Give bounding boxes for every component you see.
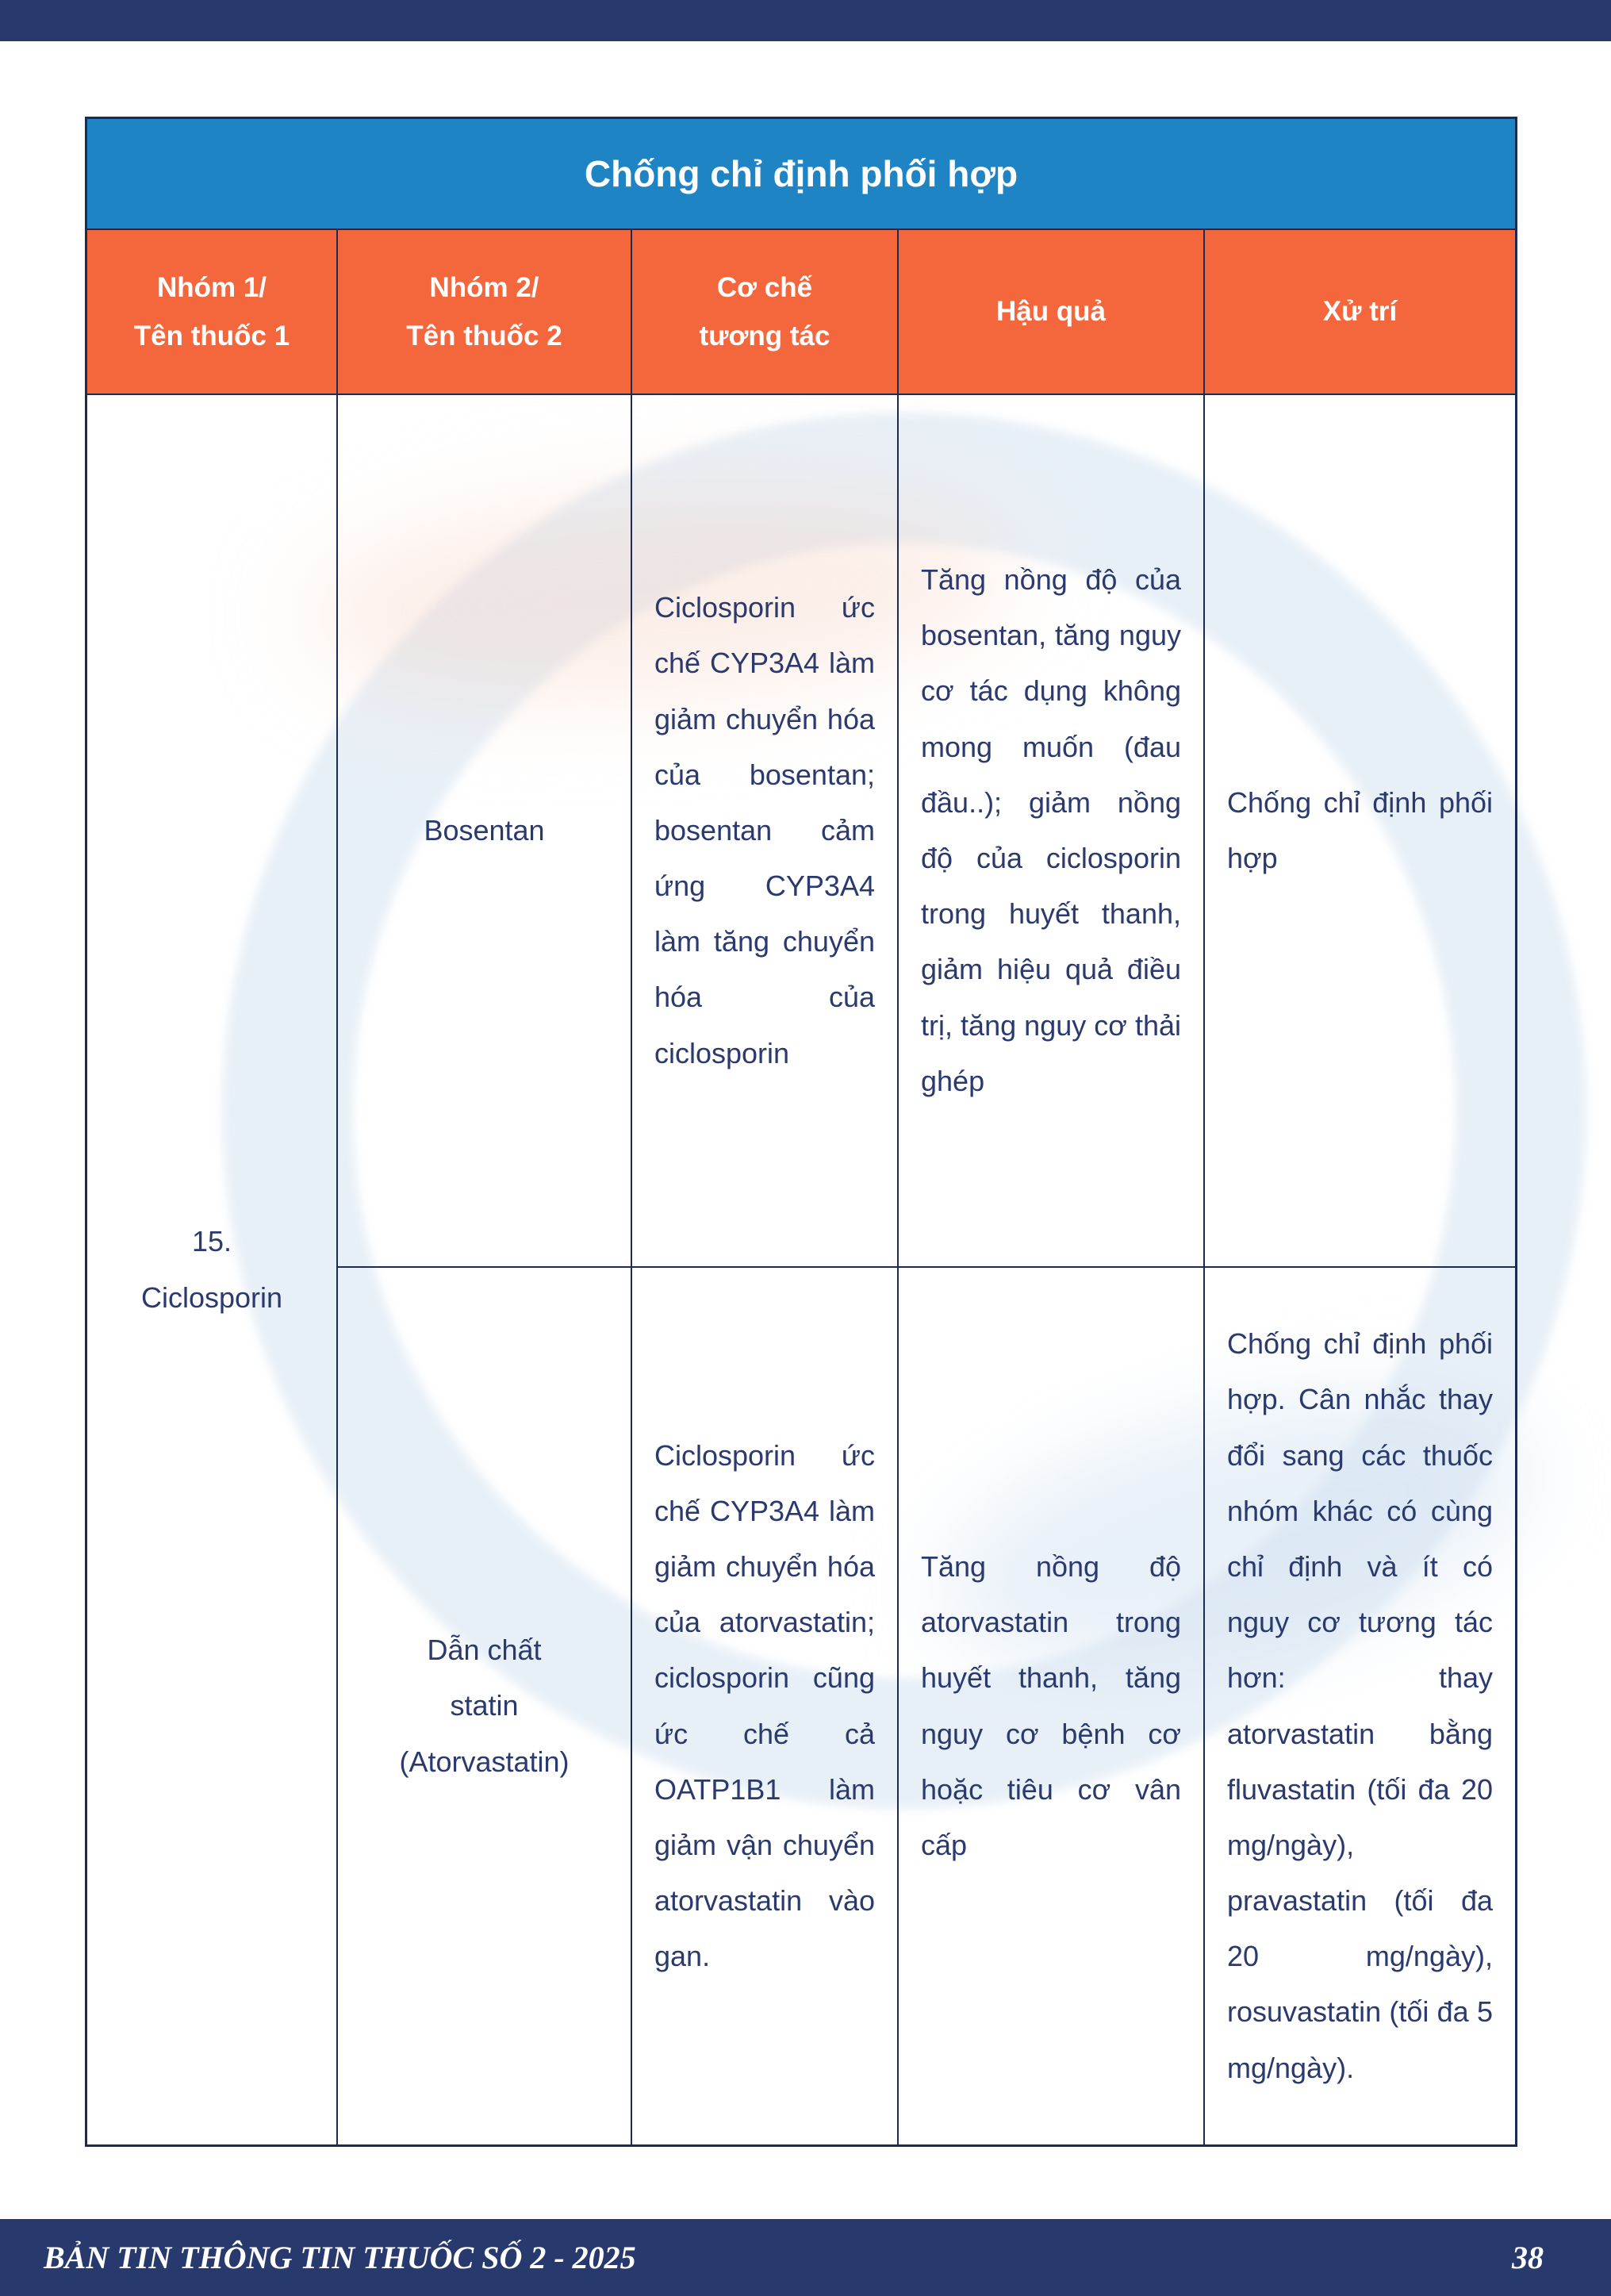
column-header-mechanism [632, 230, 899, 395]
row2-consequence-cell [899, 1268, 1205, 2144]
column-header-group1 [87, 230, 338, 395]
row1-management-cell [1205, 395, 1515, 1268]
row2-drug2-line: Dẫn chất [427, 1634, 542, 1667]
header-line: Hậu quả [995, 296, 1107, 328]
table-title [87, 119, 1515, 230]
header-line: Tên thuốc 1 [133, 321, 290, 351]
header-line: Nhóm 2/ [429, 271, 539, 303]
row1-mechanism-cell [632, 395, 899, 1268]
row1-drug2-cell [338, 395, 632, 1268]
header-line: Cơ chế [716, 271, 813, 303]
group-drug1-name: Ciclosporin [140, 1280, 283, 1314]
header-line: Tên thuốc 2 [406, 321, 562, 351]
row1-mechanism-text: Ciclosporin ức chế CYP3A4 làm giảm chuyển hóa của bosentan; bosentan cảm ứng CYP3A4 làm tăng chuyển hóa của ciclosporin [654, 591, 875, 1069]
header-line: Nhóm 1/ [156, 271, 267, 303]
row1-drug2-name: Bosentan [424, 813, 545, 847]
top-color-band [0, 0, 1611, 41]
row2-consequence-text: Tăng nồng độ atorvastatin trong huyết thanh, tăng nguy cơ bệnh cơ hoặc tiêu cơ vân cấp [921, 1549, 1181, 1861]
row1-consequence-text: Tăng nồng độ của bosentan, tăng nguy cơ tác dụng không mong muốn (đau đầu..); giảm nồng độ của ciclosporin trong huyết thanh, giảm hiệu quả điều trị, tăng nguy cơ thải ghép [921, 563, 1181, 1097]
drug-interaction-table [85, 117, 1517, 2147]
column-header-group2 [338, 230, 632, 395]
group-number: 15. [191, 1225, 232, 1258]
table-title-text: Chống chỉ định phối hợp [584, 153, 1018, 194]
row2-drug2-line: (Atorvastatin) [399, 1745, 570, 1778]
row1-management-text: Chống chỉ định phối hợp [1227, 785, 1493, 874]
column-header-management [1205, 230, 1515, 395]
column-header-consequence [899, 230, 1205, 395]
header-line: tương tác [699, 321, 830, 351]
row2-mechanism-cell [632, 1268, 899, 2144]
row2-drug2-cell [338, 1268, 632, 2144]
row2-drug2-line: statin [450, 1689, 519, 1722]
group-drug1-cell [87, 395, 338, 2144]
footer-page-number: 38 [1512, 2240, 1544, 2275]
footer-bar [0, 2219, 1611, 2296]
header-line: Xử trí [1322, 296, 1398, 328]
footer-newsletter-title: BẢN TIN THÔNG TIN THUỐC SỐ 2 - 2025 [44, 2240, 636, 2275]
row2-management-cell [1205, 1268, 1515, 2144]
row2-management-text: Chống chỉ định phối hợp. Cân nhắc thay đổi sang các thuốc nhóm khác có cùng chỉ định và ít có nguy cơ tương tác hơn: thay atorvastatin bằng fluvastatin (tối đa 20 mg/ngày), pravastatin (tối đa 20 mg/ngày), rosuvastatin (tối đa 5 mg/ngày). [1227, 1327, 1493, 2084]
row1-consequence-cell [899, 395, 1205, 1268]
row2-mechanism-text: Ciclosporin ức chế CYP3A4 làm giảm chuyển hóa của atorvastatin; ciclosporin cũng ức chế cả OATP1B1 làm giảm vận chuyển atorvastatin vào gan. [654, 1438, 875, 1973]
